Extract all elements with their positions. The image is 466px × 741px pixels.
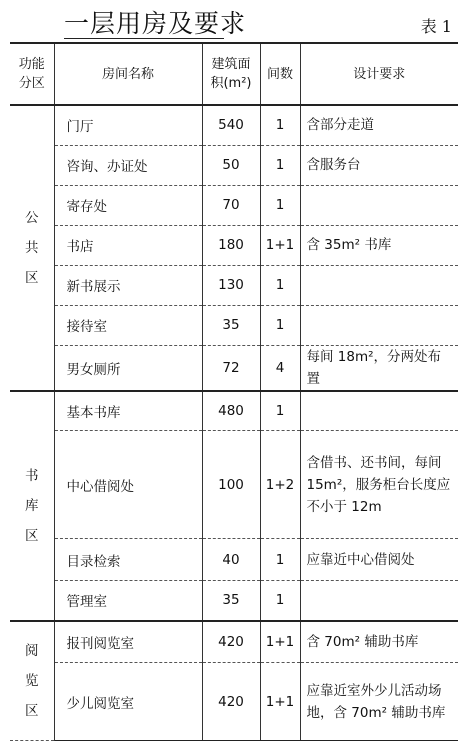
room-count: 1 <box>260 105 300 145</box>
room-area: 100 <box>202 431 260 539</box>
room-name: 中心借阅处 <box>54 431 202 539</box>
header-count: 间数 <box>260 43 300 105</box>
room-count: 4 <box>260 345 300 391</box>
room-count: 1+1 <box>260 225 300 265</box>
table-row <box>10 621 458 663</box>
room-area: 420 <box>202 621 260 663</box>
room-name: 接待室 <box>54 305 202 345</box>
room-count: 1 <box>260 305 300 345</box>
room-name: 少儿阅览室 <box>54 663 202 741</box>
room-area: 180 <box>202 225 260 265</box>
room-area: 130 <box>202 265 260 305</box>
table-title: 一层用房及要求 <box>64 9 247 38</box>
room-name: 书店 <box>54 225 202 265</box>
room-requirement <box>300 581 458 621</box>
header-area: 建筑面积(m²) <box>202 43 260 105</box>
table-row <box>10 185 458 225</box>
room-area: 70 <box>202 185 260 225</box>
table-row <box>10 581 458 621</box>
header-zone: 功能分区 <box>10 43 54 105</box>
zone-public <box>10 105 54 391</box>
room-count: 1 <box>260 581 300 621</box>
room-count: 1+1 <box>260 663 300 741</box>
room-name: 男女厕所 <box>54 345 202 391</box>
room-requirement: 含 35m² 书库 <box>300 225 458 265</box>
room-area: 540 <box>202 105 260 145</box>
room-requirement <box>300 391 458 431</box>
table-row <box>10 431 458 539</box>
zone-reading <box>10 621 54 741</box>
header-requirement: 设计要求 <box>300 43 458 105</box>
room-count: 1 <box>260 391 300 431</box>
room-requirement: 含服务台 <box>300 145 458 185</box>
room-name: 管理室 <box>54 581 202 621</box>
room-requirement: 含 70m² 辅助书库 <box>300 621 458 663</box>
room-requirement: 含借书、还书间，每间 15m²，服务柜台长度应不小于 12m <box>300 431 458 539</box>
room-requirement: 应靠近室外少儿活动场地，含 70m² 辅助书库 <box>300 663 458 741</box>
table-row <box>10 225 458 265</box>
zone-label: 公共区 <box>25 209 39 286</box>
room-count: 1+2 <box>260 431 300 539</box>
room-name: 新书展示 <box>54 265 202 305</box>
room-count: 1 <box>260 539 300 581</box>
room-area: 420 <box>202 663 260 741</box>
room-area: 40 <box>202 539 260 581</box>
room-name: 寄存处 <box>54 185 202 225</box>
table-number: 表 1 <box>420 17 452 36</box>
room-area: 480 <box>202 391 260 431</box>
zone-label: 阅览区 <box>25 642 39 719</box>
room-area: 72 <box>202 345 260 391</box>
room-requirement: 每间 18m²，分两处布置 <box>300 345 458 391</box>
room-count: 1 <box>260 265 300 305</box>
table-row <box>10 345 458 391</box>
room-count: 1 <box>260 185 300 225</box>
title-underline <box>64 38 224 39</box>
zone-label: 书库区 <box>25 467 39 544</box>
room-requirement <box>300 185 458 225</box>
room-requirement <box>300 265 458 305</box>
room-requirement: 应靠近中心借阅处 <box>300 539 458 581</box>
room-area: 50 <box>202 145 260 185</box>
table-row <box>10 539 458 581</box>
room-name: 咨询、办证处 <box>54 145 202 185</box>
room-area: 35 <box>202 581 260 621</box>
room-name: 目录检索 <box>54 539 202 581</box>
table-row <box>10 305 458 345</box>
room-requirement: 含部分走道 <box>300 105 458 145</box>
table-row <box>10 663 458 741</box>
room-name: 门厅 <box>54 105 202 145</box>
room-name: 基本书库 <box>54 391 202 431</box>
room-count: 1+1 <box>260 621 300 663</box>
room-count: 1 <box>260 145 300 185</box>
table-row <box>10 105 458 145</box>
header-row <box>10 43 458 105</box>
room-name: 报刊阅览室 <box>54 621 202 663</box>
table-row <box>10 265 458 305</box>
zone-library <box>10 391 54 621</box>
room-requirement <box>300 305 458 345</box>
room-area: 35 <box>202 305 260 345</box>
header-room: 房间名称 <box>54 43 202 105</box>
table-row <box>10 391 458 431</box>
table-row <box>10 145 458 185</box>
room-requirements-table <box>10 42 458 741</box>
